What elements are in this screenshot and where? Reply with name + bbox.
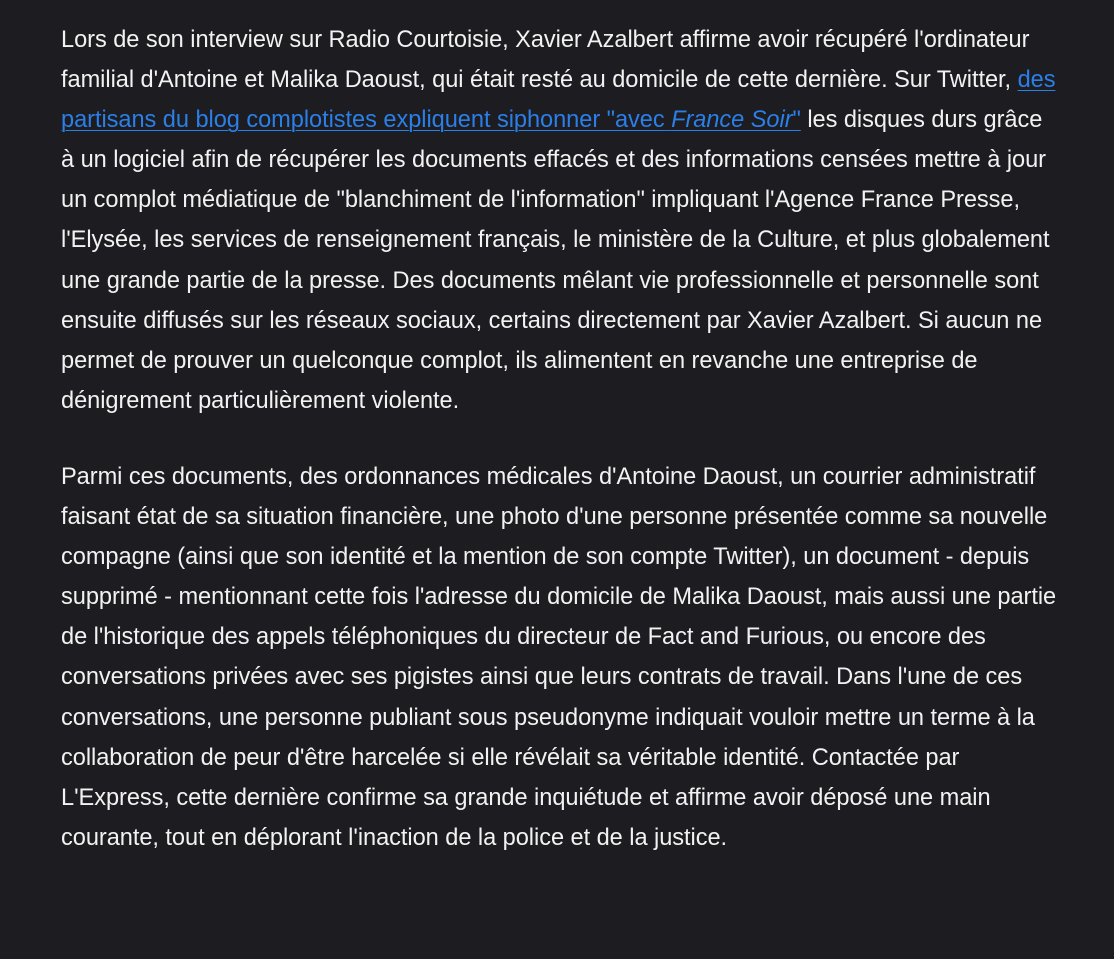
paragraph-1-text-before-link: Lors de son interview sur Radio Courtoisie, Xavier Azalbert affirme avoir récupéré l'ordinateur familial d'Antoine et Malika Daoust, qui était resté au domicile de cette dernière. Sur Twitter, [61, 27, 1030, 94]
paragraph-1-text-after-link: les disques durs grâce à un logiciel afin de récupérer les documents effacés et des informations censées mettre à jour un complot médiatique de "blanchiment de l'information" impliquant l'Agence France Presse, l'Elysée, les services de renseignement français, le ministère de la Culture, et plus globalement une grande partie de la presse. Des documents mêlant vie professionnelle et personnelle sont ensuite diffusés sur les réseaux sociaux, certains directement par Xavier Azalbert. Si aucun ne permet de prouver un quelconque complot, ils alimentent en revanche une entreprise de dénigrement particulièrement violente. [61, 107, 1050, 414]
link-closing-quote: " [792, 107, 801, 134]
link-italic-text: France Soir [671, 107, 793, 134]
link-text: des partisans du blog complotistes expliquent siphonner "avec [61, 67, 1056, 134]
article-body [61, 20, 1061, 858]
article-paragraph-1 [61, 20, 1061, 421]
article-paragraph-2: Parmi ces documents, des ordonnances médicales d'Antoine Daoust, un courrier administratif faisant état de sa situation financière, une photo d'une personne présentée comme sa nouvelle compagne (ainsi que son identité et la mention de son compte Twitter), un document - depuis supprimé - mentionnant cette fois l'adresse du domicile de Malika Daoust, mais aussi une partie de l'historique des appels téléphoniques du directeur de Fact and Furious, ou encore des conversations privées avec ses pigistes ainsi que leurs contrats de travail. Dans l'une de ces conversations, une personne publiant sous pseudonyme indiquait vouloir mettre un terme à la collaboration de peur d'être harcelée si elle révélait sa véritable identité. Contactée par L'Express, cette dernière confirme sa grande inquiétude et affirme avoir déposé une main courante, tout en déplorant l'inaction de la police et de la justice. [61, 463, 1057, 851]
